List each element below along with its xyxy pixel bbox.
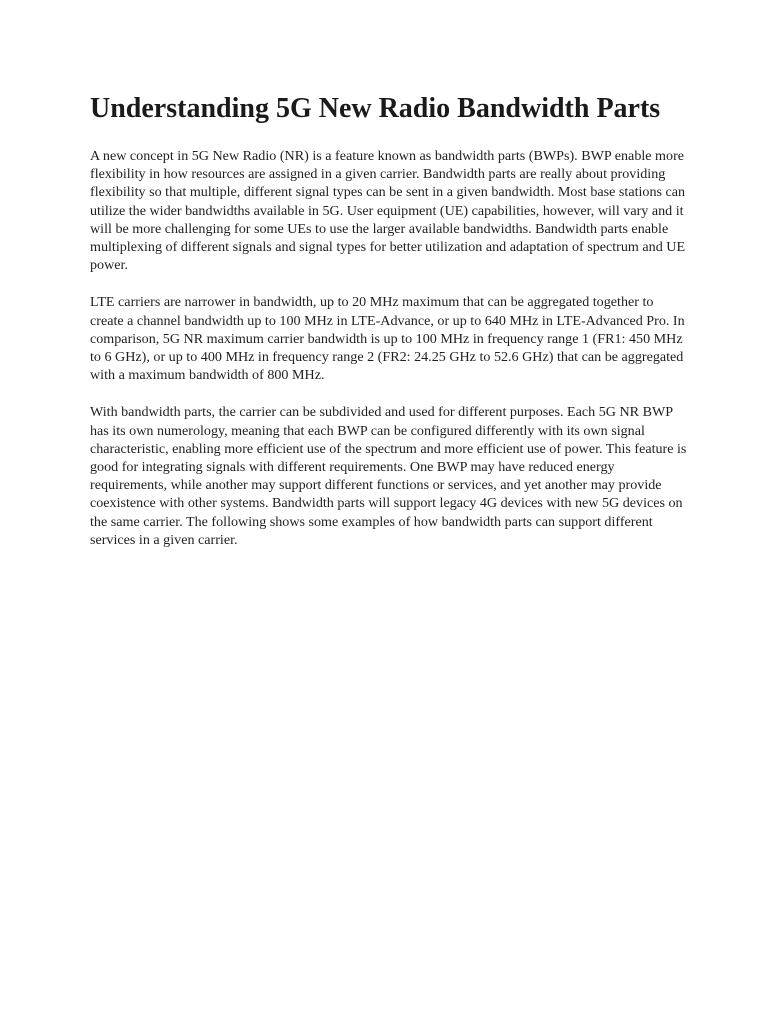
paragraph-lte-comparison: LTE carriers are narrower in bandwidth, up to 20 MHz maximum that can be aggregated together to create a channel bandwidth up to 100 MHz in LTE-Advance, or up to 640 MHz in LTE-Advanced Pro. In comparison, 5G NR maximum carrier bandwidth is up to 100 MHz in frequency range 1 (FR1: 450 MHz to 6 GHz), or up to 400 MHz in frequency range 2 (FR2: 24.25 GHz to 52.6 GHz) that can be aggregated with a maximum bandwidth of 800 MHz. <box>90 294 685 384</box>
document-page <box>90 92 690 568</box>
paragraph-intro: A new concept in 5G New Radio (NR) is a feature known as bandwidth parts (BWPs). BWP enable more flexibility in how resources are assigned in a given carrier. Bandwidth parts are really about providing flexibility so that multiple, different signal types can be sent in a given bandwidth. Most base stations can utilize the wider bandwidths available in 5G. User equipment (UE) capabilities, however, will vary and it will be more challenging for some UEs to use the larger available bandwidths. Bandwidth parts enable multiplexing of different signals and signal types for better utilization and adaptation of spectrum and UE power. <box>90 148 686 274</box>
document-title: Understanding 5G New Radio Bandwidth Parts <box>90 93 661 124</box>
paragraph-bandwidth-parts: With bandwidth parts, the carrier can be subdivided and used for different purposes. Each 5G NR BWP has its own numerology, meaning that each BWP can be configured differently with its own signal characteristic, enabling more efficient use of the spectrum and more efficient use of power. This feature is good for integrating signals with different requirements. One BWP may have reduced energy requirements, while another may support different functions or services, and yet another may provide coexistence with other systems. Bandwidth parts will support legacy 4G devices with new 5G devices on the same carrier. The following shows some examples of how bandwidth parts can support different services in a given carrier. <box>90 404 687 548</box>
